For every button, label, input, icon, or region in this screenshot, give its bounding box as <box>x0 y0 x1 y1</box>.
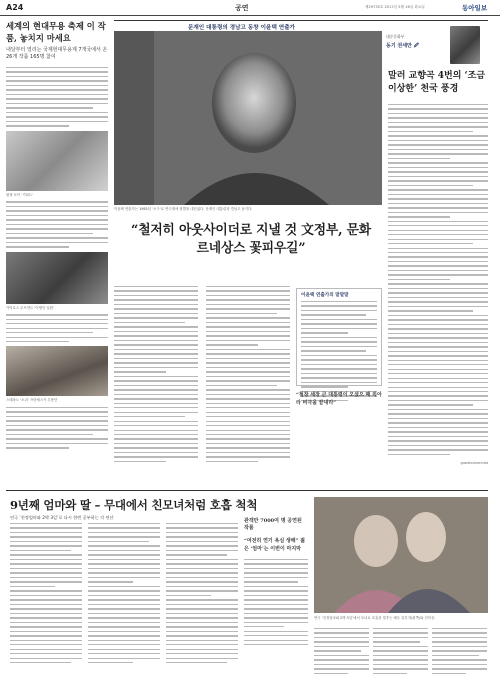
bottom-mid-column <box>244 512 308 649</box>
main-photo <box>114 31 382 205</box>
left-body-3 <box>6 314 108 342</box>
left-subhead: 내달부터 열리는 국제현대무용제 7개국에서 온 26개 작품 165명 참여 <box>6 47 108 60</box>
bottom-body-col-2 <box>88 523 160 667</box>
columnist-name: 동기 권세만 🖉 <box>386 43 419 49</box>
left-photo-3 <box>6 346 108 396</box>
left-photo-1 <box>6 131 108 191</box>
bottom-body-col-1 <box>10 523 82 667</box>
qa-title: 이윤택 연출가의 말말말 <box>301 293 349 298</box>
side-headline: 말러 교향곡 4번의 ‘조금 이상한’ 천국 풍경 <box>388 71 486 94</box>
bottom-photo <box>314 497 488 613</box>
bottom-right-col-2 <box>373 628 428 677</box>
feature-title: 문재인 대통령의 경남고 동창 이윤택 연출가 <box>188 25 296 31</box>
columnist-label: 대중문화부 <box>386 34 405 39</box>
bottom-body-col-3 <box>166 523 238 667</box>
feature-body-col-1 <box>114 286 198 465</box>
masthead <box>0 0 500 16</box>
side-column <box>388 70 488 485</box>
left-caption-3: 스테파노 ‘소녀’ 프란체스카 무용단 <box>6 398 58 403</box>
bottom-photo-caption: 연극 ‘친정엄마와 2박 3일’에서 모녀로 호흡을 맞추는 배우 강부자(왼쪽)와 전미선. <box>314 616 436 620</box>
bottom-right-col-1 <box>314 628 369 677</box>
page-number: A24 <box>6 3 24 12</box>
issue-info: 제29735호 2017년 5월 16일 화요일 <box>365 5 425 9</box>
feature-body-col-2 <box>206 286 290 465</box>
bottom-quote-2: “여전히 연기 욕심 생해” 젊은 ‘엄마’는 이번이 마지막 <box>244 538 306 552</box>
portrait-image <box>114 31 382 205</box>
side-credit: guestcolumnist <box>460 461 488 466</box>
left-headline: 세계의 현대무용 축제 이 작품, 놓치지 마세요 <box>6 21 106 43</box>
left-body-1 <box>6 67 108 127</box>
bottom-rule <box>6 490 488 491</box>
columnist-box <box>386 24 486 66</box>
left-caption-1: 원형·모이 ‘기타트’ <box>6 192 34 197</box>
paper-name: 동아일보 <box>462 4 488 12</box>
bottom-right-col-3 <box>432 628 487 677</box>
left-column <box>6 20 108 490</box>
left-body-4 <box>6 407 108 449</box>
qa-box <box>296 288 382 386</box>
pull-quote: “철저히 아웃사이더로 지낼 것 文정부, 문화 르네상스 꽃피우길” <box>131 223 371 256</box>
bottom-quote-1: 관객만 7000여 명 공연된 작품 <box>244 518 302 532</box>
pull-small-quote: “철창 세장 큰 대통령이 오셨으 때 꼭아라 비극을 끝내라” <box>296 392 382 406</box>
actresses-image <box>314 497 488 613</box>
bottom-body <box>10 523 240 683</box>
bottom-headline: 9년째 엄마와 딸 – 무대에서 친모녀처럼 호흡 척척 <box>10 498 258 512</box>
section-title: 공연 <box>235 4 249 12</box>
main-photo-caption: 이윤택 연출가는 1985년 ‘오구’로 연극계에 첫발을 내딛었다. 문재인 대통령과 경남고 동기다. <box>114 207 253 211</box>
bottom-right-body <box>314 628 488 683</box>
side-body <box>388 104 488 455</box>
left-body-2 <box>6 201 108 247</box>
bottom-subhead: 연극 ‘친정엄마와 2박 3일’로 다시 한번 공부하는 각 연산 <box>10 515 114 520</box>
left-photo-2 <box>6 252 108 304</box>
columnist-avatar <box>450 26 480 64</box>
left-caption-2: 카이로스 무브먼트 ‘이방인 일원’ <box>6 305 54 310</box>
